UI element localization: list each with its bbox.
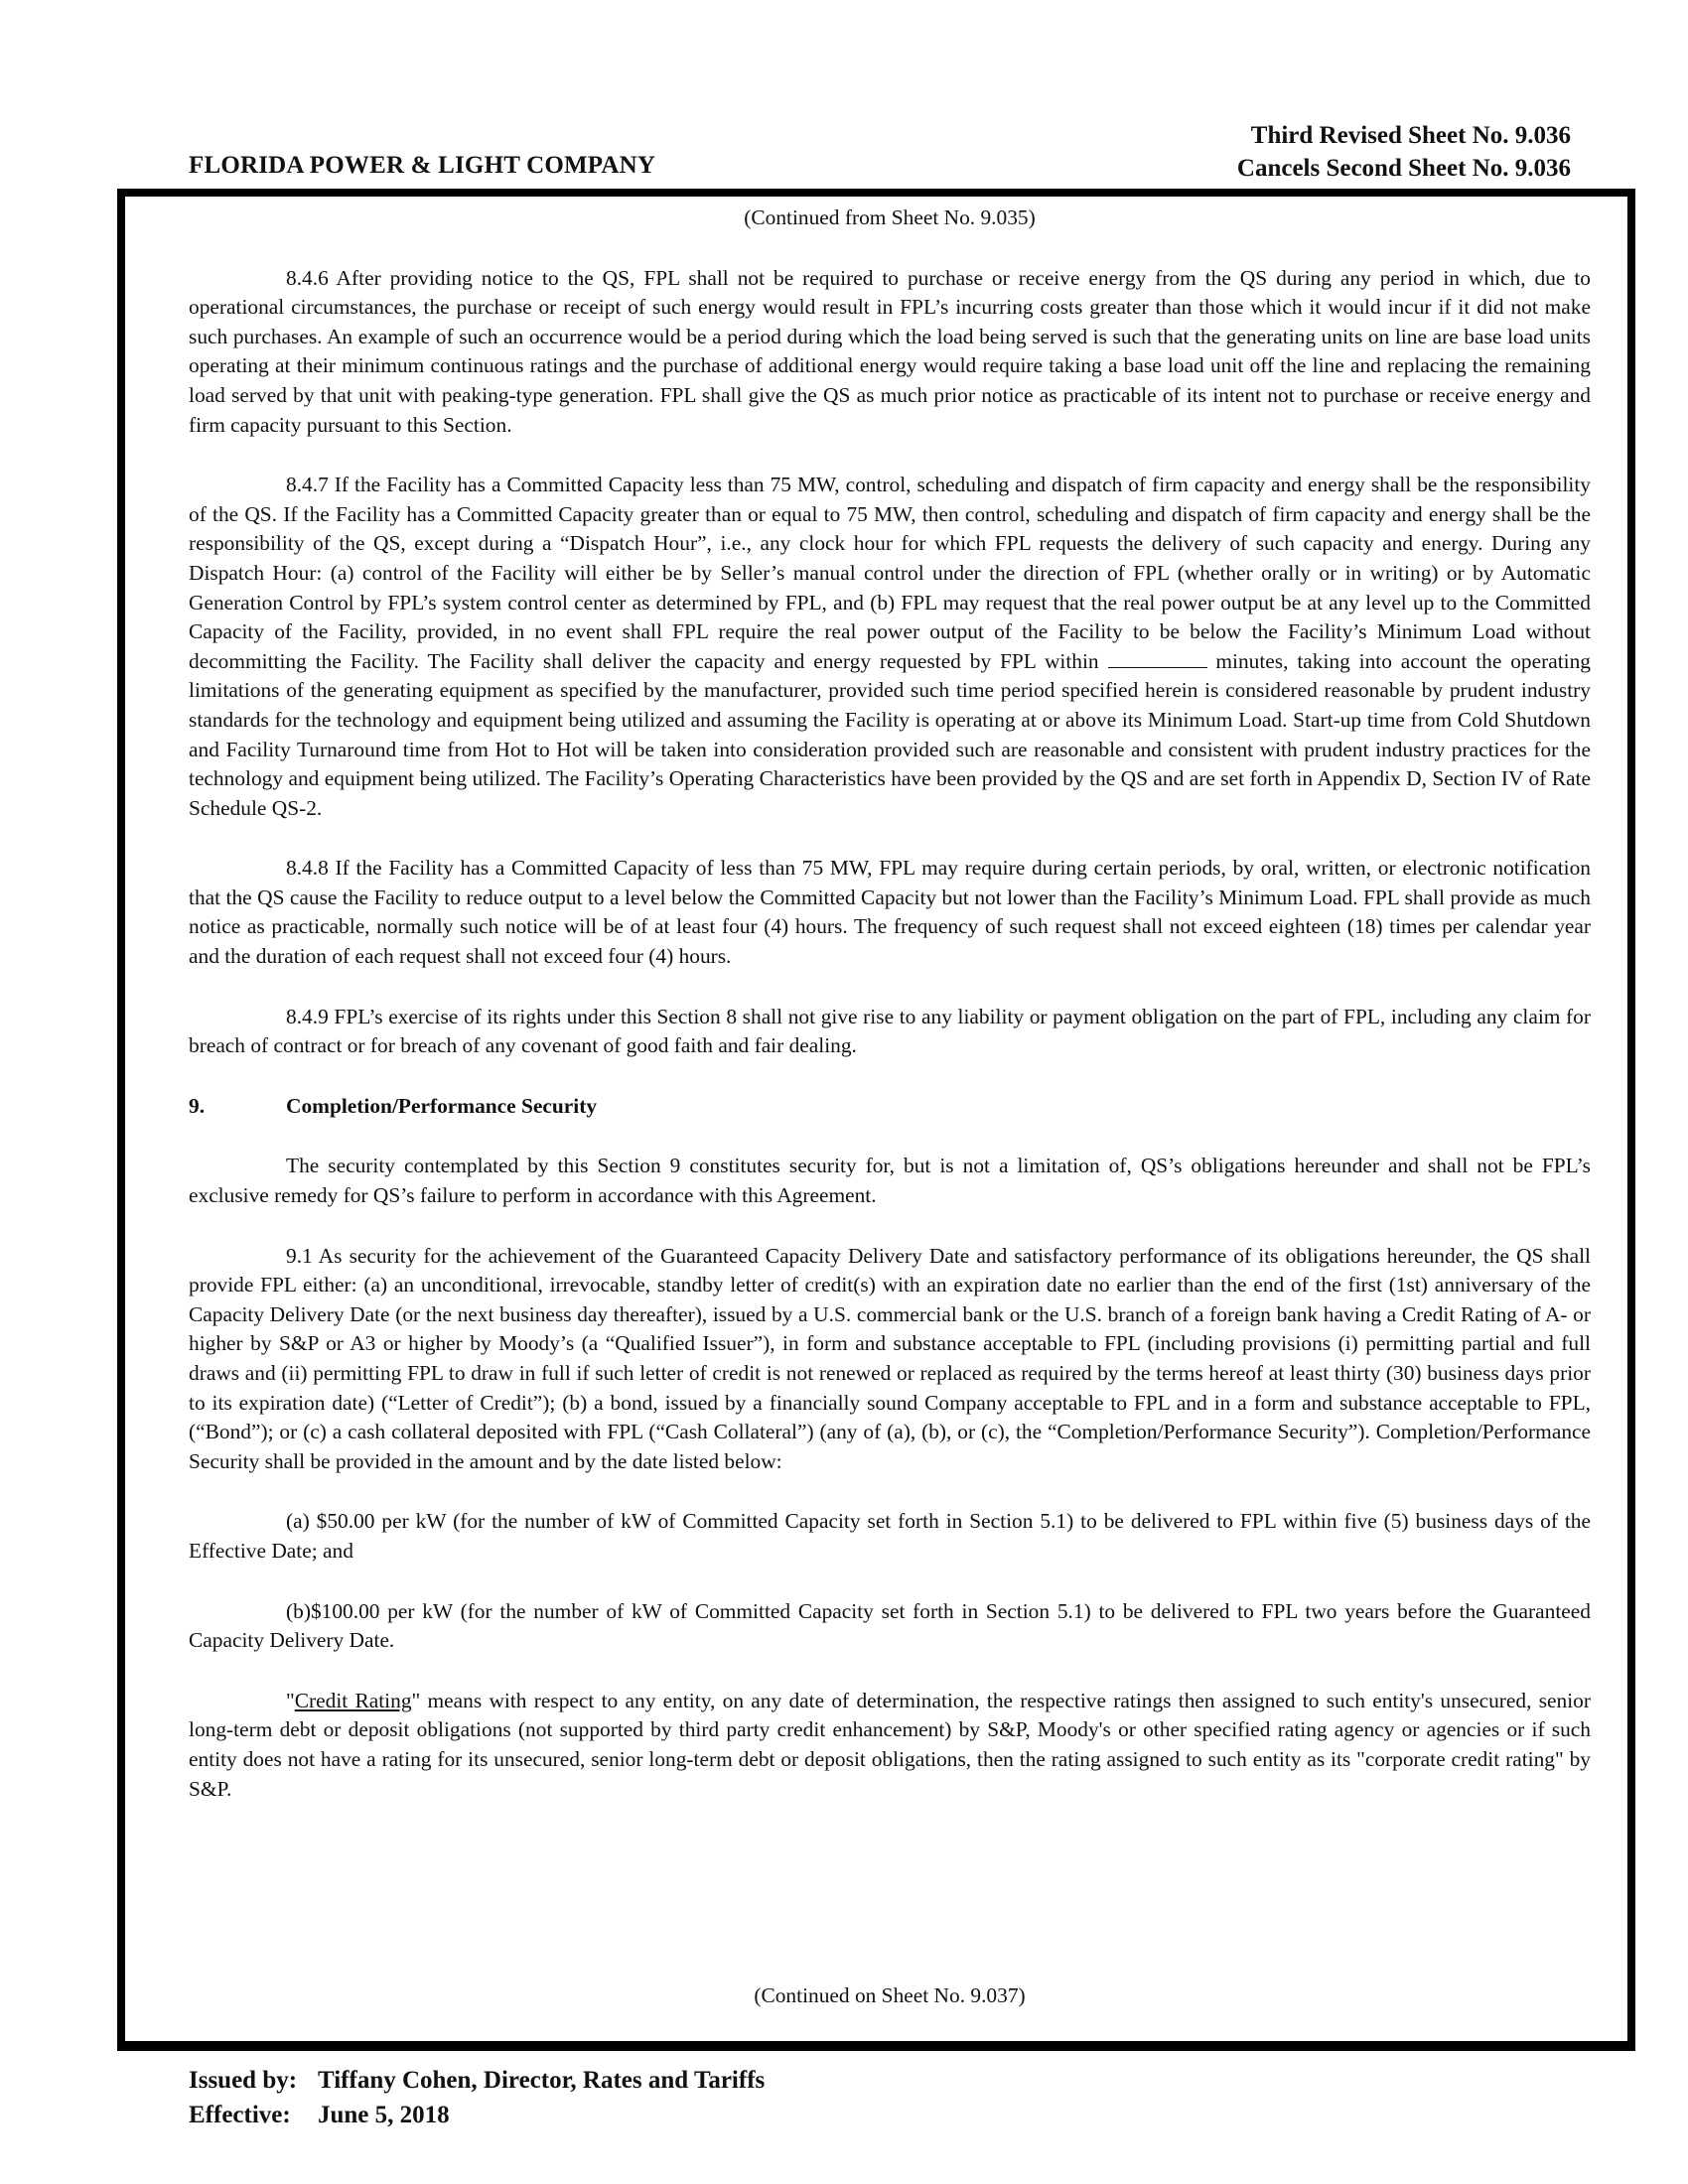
security-item-a: (a) $50.00 per kW (for the number of kW of Committed Capacity set forth in Section 5.1) to be delivered to FPL within five (5) business days of the Effective Date; and [189, 1509, 1591, 1563]
paragraph-8-4-7-part2: minutes, taking into account the operating limitations of the generating equipment as specified by the manufacturer, provided such time period specified herein is considered reasonable by prudent industry standards for the technology and equipment being utilized and assuming the Facility is operating at or above its Minimum Load. Start-up time from Cold Shutdown and Facility Turnaround time from Hot to Hot will be taken into consideration provided such are reasonable and consistent with prudent industry practices for the technology and equipment being utilized. The Facility’s Operating Characteristics have been provided by the QS and are set forth in Appendix D, Section IV of Rate Schedule QS-2. [189, 648, 1591, 820]
section-9-number: 9. [189, 1093, 206, 1118]
paragraph-8-4-7-part1: 8.4.7 If the Facility has a Committed Capacity less than 75 MW, control, scheduling and dispatch of firm capacity and energy shall be the responsibility of the QS. If the Facility has a Committed Capacity greater than or equal to 75 MW, then control, scheduling and dispatch of firm capacity and energy shall be the responsibility of the QS, except during a “Dispatch Hour”, i.e., any clock hour for which FPL requests the delivery of such capacity and energy. During any Dispatch Hour: (a) control of the Facility will either be by Seller’s manual control under the direction of FPL (whether orally or in writing) or by Automatic Generation Control by FPL’s system control center as determined by FPL, and (b) FPL may request that the real power output be at any level up to the Committed Capacity of the Facility, provided, in no event shall FPL require the real power output of the Facility to be below the Facility’s Minimum Load without decommitting the Facility. The Facility shall deliver the capacity and energy requested by FPL within [189, 473, 1591, 673]
paragraph-8-4-7 [189, 471, 1591, 823]
continued-on: (Continued on Sheet No. 9.037) [754, 1983, 1026, 2007]
company-name: FLORIDA POWER & LIGHT COMPANY [189, 152, 656, 179]
issued-by-label: Issued by: [189, 2067, 298, 2094]
continued-from: (Continued from Sheet No. 9.035) [744, 205, 1036, 229]
issued-by-line [189, 2063, 765, 2098]
credit-rating-definition [189, 1687, 1591, 1804]
credit-rating-term: Credit Rating [294, 1688, 412, 1712]
sheet-revision: Third Revised Sheet No. 9.036 [1250, 122, 1571, 149]
minutes-blank-field [1108, 647, 1207, 668]
security-item-b: (b)$100.00 per kW (for the number of kW of Committed Capacity set forth in Section 5.1) to be delivered to FPL two years before the Guaranteed Capacity Delivery Date. [189, 1598, 1591, 1653]
footer [189, 2063, 765, 2132]
section-9-heading [189, 1092, 1591, 1122]
sheet-cancels: Cancels Second Sheet No. 9.036 [1236, 155, 1571, 182]
issued-by-value: Tiffany Cohen, Director, Rates and Tariffs [318, 2067, 766, 2094]
paragraph-8-4-6: 8.4.6 After providing notice to the QS, FPL shall not be required to purchase or receive energy from the QS during any period in which, due to operational circumstances, the purchase or receipt of such energy would result in FPL’s incurring costs greater than those which it would incur if it did not make such purchases. An example of such an occurrence would be a period during which the load being served is such that the generating units on line are base load units operating at their minimum continuous ratings and the purchase of additional energy would require taking a base load unit off the line and replacing the remaining load served by that unit with peaking-type generation. FPL shall give the QS as much prior notice as practicable of its intent not to purchase or receive energy and firm capacity pursuant to this Section. [189, 265, 1591, 437]
credit-rating-text: " means with respect to any entity, on any date of determination, the respective ratings then assigned to such entity's unsecured, senior long-term debt or deposit obligations (not supported by third party credit enhancement) by S&P, Moody's or other specified rating agency or agencies or if such entity does not have a rating for its unsecured, senior long-term debt or deposit obligations, then the rating assigned to such entity as its "corporate credit rating" by S&P. [189, 1688, 1591, 1801]
paragraph-9-1: 9.1 As security for the achievement of the Guaranteed Capacity Delivery Date and satisfactory performance of its obligations hereunder, the QS shall provide FPL either: (a) an unconditional, irrevocable, standby letter of credit(s) with an expiration date no earlier than the end of the first (1st) anniversary of the Capacity Delivery Date (or the next business day thereafter), issued by a U.S. commercial bank or the U.S. branch of a foreign bank having a Credit Rating of A- or higher by S&P or A3 or higher by Moody’s (a “Qualified Issuer”), in form and substance acceptable to FPL (including provisions (i) permitting partial and full draws and (ii) permitting FPL to draw in full if such letter of credit is not renewed or replaced as required by the terms hereof at least thirty (30) business days prior to its expiration date) (“Letter of Credit”); (b) a bond, issued by a financially sound Company acceptable to FPL and in a form and substance acceptable to FPL, (“Bond”); or (c) a cash collateral deposited with FPL (“Cash Collateral”) (any of (a), (b), or (c), the “Completion/Performance Security”). Completion/Performance Security shall be provided in the amount and by the date listed below: [189, 1243, 1591, 1473]
sheet-number-block [1237, 119, 1571, 185]
effective-value: June 5, 2018 [318, 2102, 450, 2128]
document-body [189, 204, 1591, 1804]
paragraph-8-4-9: 8.4.9 FPL’s exercise of its rights under this Section 8 shall not give rise to any liability or payment obligation on the part of FPL, including any claim for breach of contract or for breach of any covenant of good faith and fair dealing. [189, 1004, 1591, 1058]
effective-line [189, 2098, 765, 2132]
paragraph-8-4-8: 8.4.8 If the Facility has a Committed Capacity of less than 75 MW, FPL may require during certain periods, by oral, written, or electronic notification that the QS cause the Facility to reduce output to a level below the Committed Capacity but not lower than the Facility’s Minimum Load. FPL shall provide as much notice as practicable, normally such notice will be of at least four (4) hours. The frequency of such request shall not exceed eighteen (18) times per calendar year and the duration of each request shall not exceed four (4) hours. [189, 856, 1591, 969]
section-9-intro: The security contemplated by this Section 9 constitutes security for, but is not a limitation of, QS’s obligations hereunder and shall not be FPL’s exclusive remedy for QS’s failure to perform in accordance with this Agreement. [189, 1154, 1591, 1208]
open-quote: " [286, 1688, 295, 1712]
effective-label: Effective: [189, 2102, 291, 2128]
section-9-title: Completion/Performance Security [286, 1093, 598, 1118]
